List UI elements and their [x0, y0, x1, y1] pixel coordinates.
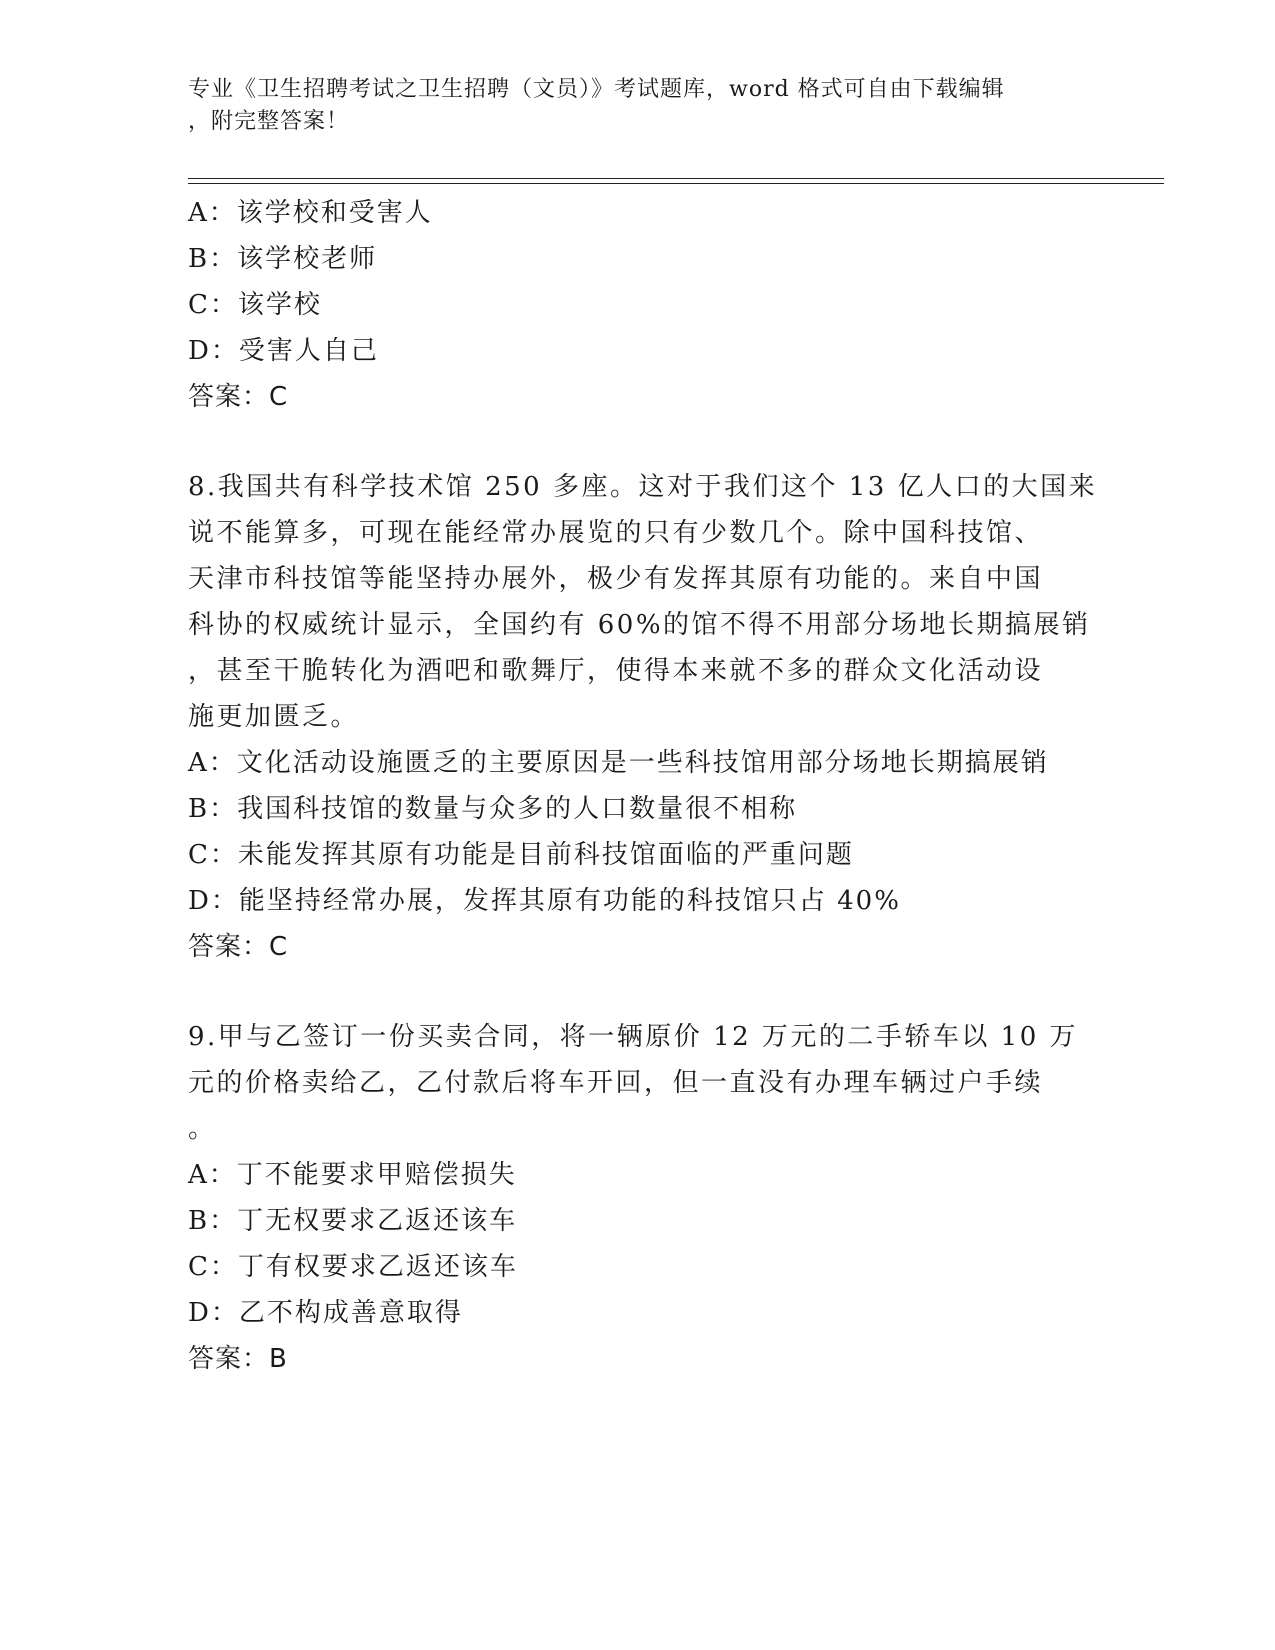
spacer — [188, 420, 1088, 464]
question-stem-line: 。 — [188, 1114, 217, 1144]
answer: 答案：B — [188, 1344, 288, 1374]
option-c: C：该学校 — [188, 290, 322, 320]
question-stem-line: 施更加匮乏。 — [188, 702, 360, 732]
question-stem-line: 天津市科技馆等能坚持办展外，极少有发挥其原有功能的。来自中国 — [188, 564, 1044, 594]
question-stem-line: 8.我国共有科学技术馆 250 多座。这对于我们这个 13 亿人口的大国来 — [188, 472, 1098, 502]
question-8 — [188, 464, 1098, 970]
header-line-2: ，附完整答案！ — [188, 109, 350, 134]
answer: 答案：C — [188, 382, 289, 412]
question-7 — [188, 190, 1088, 420]
option-b: B：丁无权要求乙返还该车 — [188, 1206, 518, 1236]
document-header — [188, 74, 1078, 138]
option-a: A：丁不能要求甲赔偿损失 — [188, 1160, 517, 1190]
option-c: C：丁有权要求乙返还该车 — [188, 1252, 518, 1282]
question-stem-line: 元的价格卖给乙，乙付款后将车开回，但一直没有办理车辆过户手续 — [188, 1068, 1044, 1098]
question-stem-line: ，甚至干脆转化为酒吧和歌舞厅，使得本来就不多的群众文化活动设 — [188, 656, 1044, 686]
question-stem-line: 说不能算多，可现在能经常办展览的只有少数几个。除中国科技馆、 — [188, 518, 1044, 548]
option-a: A：该学校和受害人 — [188, 198, 433, 228]
header-divider-bottom — [188, 183, 1164, 184]
option-b: B：该学校老师 — [188, 244, 378, 274]
option-a: A：文化活动设施匮乏的主要原因是一些科技馆用部分场地长期搞展销 — [188, 748, 1049, 778]
header-divider-top — [188, 178, 1164, 179]
answer: 答案：C — [188, 932, 289, 962]
option-d: D：乙不构成善意取得 — [188, 1298, 463, 1328]
header-line-1: 专业《卫生招聘考试之卫生招聘（文员）》考试题库，word 格式可自由下载编辑 — [188, 77, 1005, 102]
option-d: D：能坚持经常办展，发挥其原有功能的科技馆只占 40% — [188, 886, 901, 916]
option-d: D：受害人自己 — [188, 336, 379, 366]
spacer — [188, 970, 1088, 1014]
question-stem-line: 9.甲与乙签订一份买卖合同，将一辆原价 12 万元的二手轿车以 10 万 — [188, 1022, 1079, 1052]
question-9 — [188, 1014, 1088, 1382]
document-body — [188, 190, 1098, 1382]
option-c: C：未能发挥其原有功能是目前科技馆面临的严重问题 — [188, 840, 854, 870]
question-stem-line: 科协的权威统计显示，全国约有 60%的馆不得不用部分场地长期搞展销 — [188, 610, 1091, 640]
option-b: B：我国科技馆的数量与众多的人口数量很不相称 — [188, 794, 798, 824]
